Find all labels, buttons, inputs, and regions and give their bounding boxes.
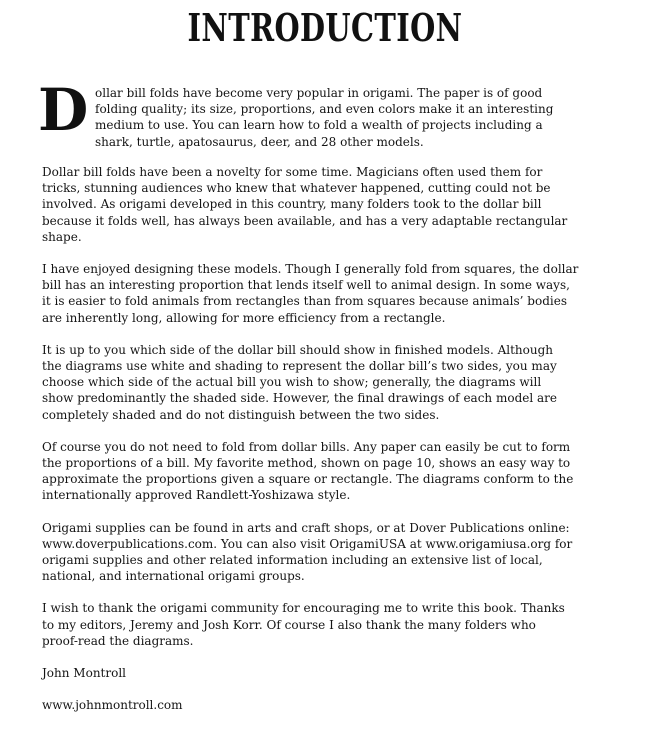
text-line: approximate the proportions given a square or rectangle. The diagrams conform to the (42, 472, 574, 487)
text-line: I have enjoyed designing these models. Though I generally fold from squares, the dollar (42, 262, 579, 277)
text-line: because it folds well, has always been available, and has a very adaptable rectangular (42, 213, 568, 228)
text-line: www.doverpublications.com. You can also visit OrigamiUSA at www.origamiusa.org for (42, 536, 573, 551)
text-line: folding quality; its size, proportions, and even colors make it an interesting (95, 102, 554, 117)
text-line: internationally approved Randlett-Yoshizawa style. (42, 488, 351, 503)
body-text (42, 164, 578, 729)
text-line: Of course you do not need to fold from dollar bills. Any paper can easily be cut to form (42, 439, 571, 454)
text-line: tricks, stunning audiences who knew that whatever happened, cutting could not be (42, 181, 551, 196)
text-line: completely shaded and do not distinguish between the two sides. (42, 407, 440, 422)
text-line: bill has an interesting proportion that lends itself well to animal design. In some ways, (42, 278, 570, 293)
text-line: involved. As origami developed in this country, many folders took to the dollar bill (42, 197, 542, 212)
text-line: show predominantly the shaded side. However, the final drawings of each model are (42, 391, 557, 406)
paragraph-novelty (42, 164, 578, 245)
text-line: the diagrams use white and shading to represent the dollar bill’s two sides, you may (42, 359, 557, 374)
text-line: the proportions of a bill. My favorite method, shown on page 10, shows an easy way to (42, 456, 571, 471)
text-line: Origami supplies can be found in arts and craft shops, or at Dover Publications online: (42, 520, 570, 535)
page-title: INTRODUCTION (187, 5, 463, 50)
text-line: choose which side of the actual bill you wish to show; generally, the diagrams will (42, 375, 542, 390)
paragraph-thanks (42, 600, 578, 649)
text-line: origami supplies and other related information including an extensive list of local, (42, 553, 543, 568)
text-line: I wish to thank the origami community for encouraging me to write this book. Thanks (42, 601, 565, 616)
paragraph-supplies (42, 520, 578, 585)
drop-cap: D (38, 76, 89, 144)
author-signature: John Montroll (42, 666, 127, 681)
text-line: it is easier to fold animals from rectangles than from squares because animals’ bodies (42, 294, 567, 309)
paragraph-other-paper (42, 439, 578, 504)
text-line: national, and international origami groups. (42, 569, 305, 584)
text-line: It is up to you which side of the dollar bill should show in finished models. Although (42, 342, 553, 357)
text-line: are inherently long, allowing for more efficiency from a rectangle. (42, 310, 446, 325)
paragraph-bill-sides (42, 342, 578, 423)
text-line: shark, turtle, apatosaurus, deer, and 28 other models. (95, 134, 424, 149)
text-line: ollar bill folds have become very popular in origami. The paper is of good (95, 86, 543, 100)
author-website: www.johnmontroll.com (42, 698, 183, 713)
paragraph-designing (42, 261, 578, 326)
intro-paragraph (95, 85, 553, 150)
text-line: to my editors, Jeremy and Josh Korr. Of course I also thank the many folders who (42, 617, 536, 632)
text-line: proof-read the diagrams. (42, 633, 194, 648)
text-line: medium to use. You can learn how to fold a wealth of projects including a (95, 118, 543, 133)
text-line: shape. (42, 229, 82, 244)
text-line: Dollar bill folds have been a novelty for some time. Magicians often used them for (42, 165, 543, 179)
